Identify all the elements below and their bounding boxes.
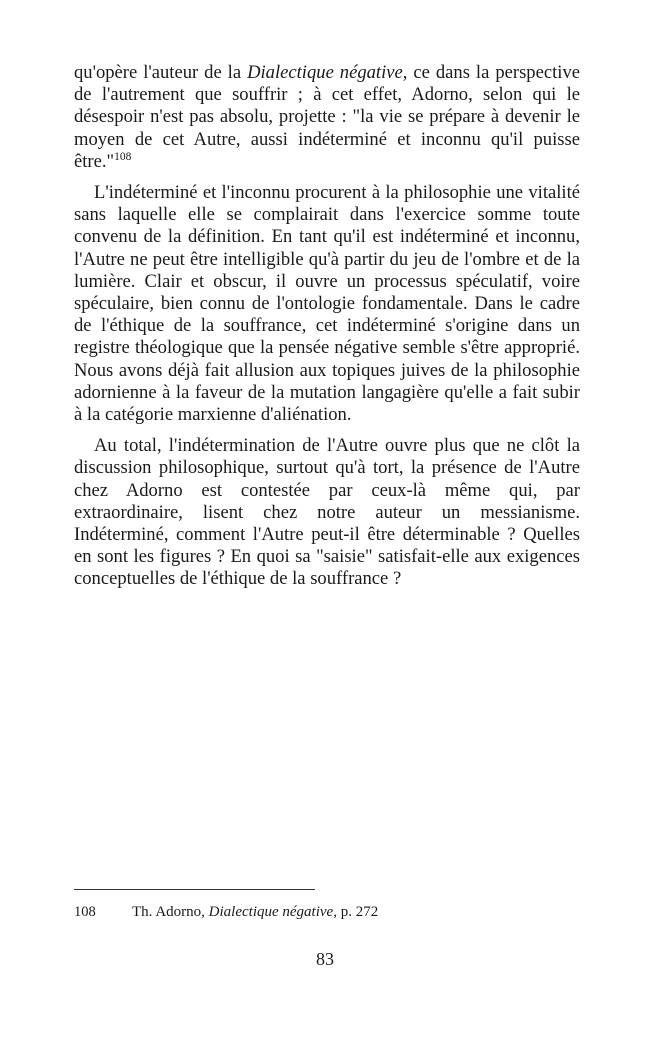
footnote-page-ref: , p. 272 (333, 904, 379, 920)
paragraph-3 (74, 435, 580, 590)
footnote-title: Dialectique négative (208, 904, 334, 920)
footnote-108 (74, 903, 580, 921)
footnote-ref-108: 108 (114, 150, 132, 163)
footnote-author: Th. Adorno, (132, 904, 209, 920)
footnote-separator (74, 889, 315, 890)
p1-book-title: Dialectique négative (247, 62, 403, 83)
paragraph-1 (74, 62, 580, 173)
p1-seg-3: , ce dans la perspective de l'autrement que souffrir ; à cet effet, Adorno, selon qui le désespoir n'est pas absolu, projette : "la vie se prépare à devenir le moyen de cet Autre, aussi indéterminé et inconnu qu'il puisse être." (74, 62, 580, 172)
page-number: 83 (316, 949, 334, 969)
footnote-number: 108 (74, 904, 96, 920)
p1-seg-1: qu'opère l'auteur de la (74, 62, 248, 83)
p2-text: L'indéterminé et l'inconnu procurent à la philosophie une vitalité sans laquelle elle se complairait dans l'exercice somme toute convenu de la définition. En tant qu'il est indéterminé et inconnu, l'Autre ne peut être intelligible qu'à partir du jeu de l'ombre et de la lumière. Clair et obscur, il ouvre un processus spéculatif, voire spéculaire, bien connu de l'ontologie fondamentale. Dans le cadre de l'éthique de la souffrance, cet indéterminé s'origine dans un registre théologique que la pensée négative semble s'être approprié. Nous avons déjà fait allusion aux topiques juives de la philosophie adornienne à la faveur de la mutation langagière qu'elle a fait subir à la catégorie marxienne d'aliénation. (74, 182, 580, 426)
body-text (74, 62, 580, 600)
p3-text: Au total, l'indétermination de l'Autre ouvre plus que ne clôt la discussion philosophique, surtout qu'à tort, la présence de l'Autre chez Adorno est contestée par ceux-là même qui, par extraordinaire, lisent chez notre auteur un messianisme. Indéterminé, comment l'Autre peut-il être déterminable ? Quelles en sont les figures ? En quoi sa "saisie" satisfait-elle aux exigences conceptuelles de l'éthique de la souffrance ? (74, 435, 580, 590)
paragraph-2 (74, 182, 580, 426)
